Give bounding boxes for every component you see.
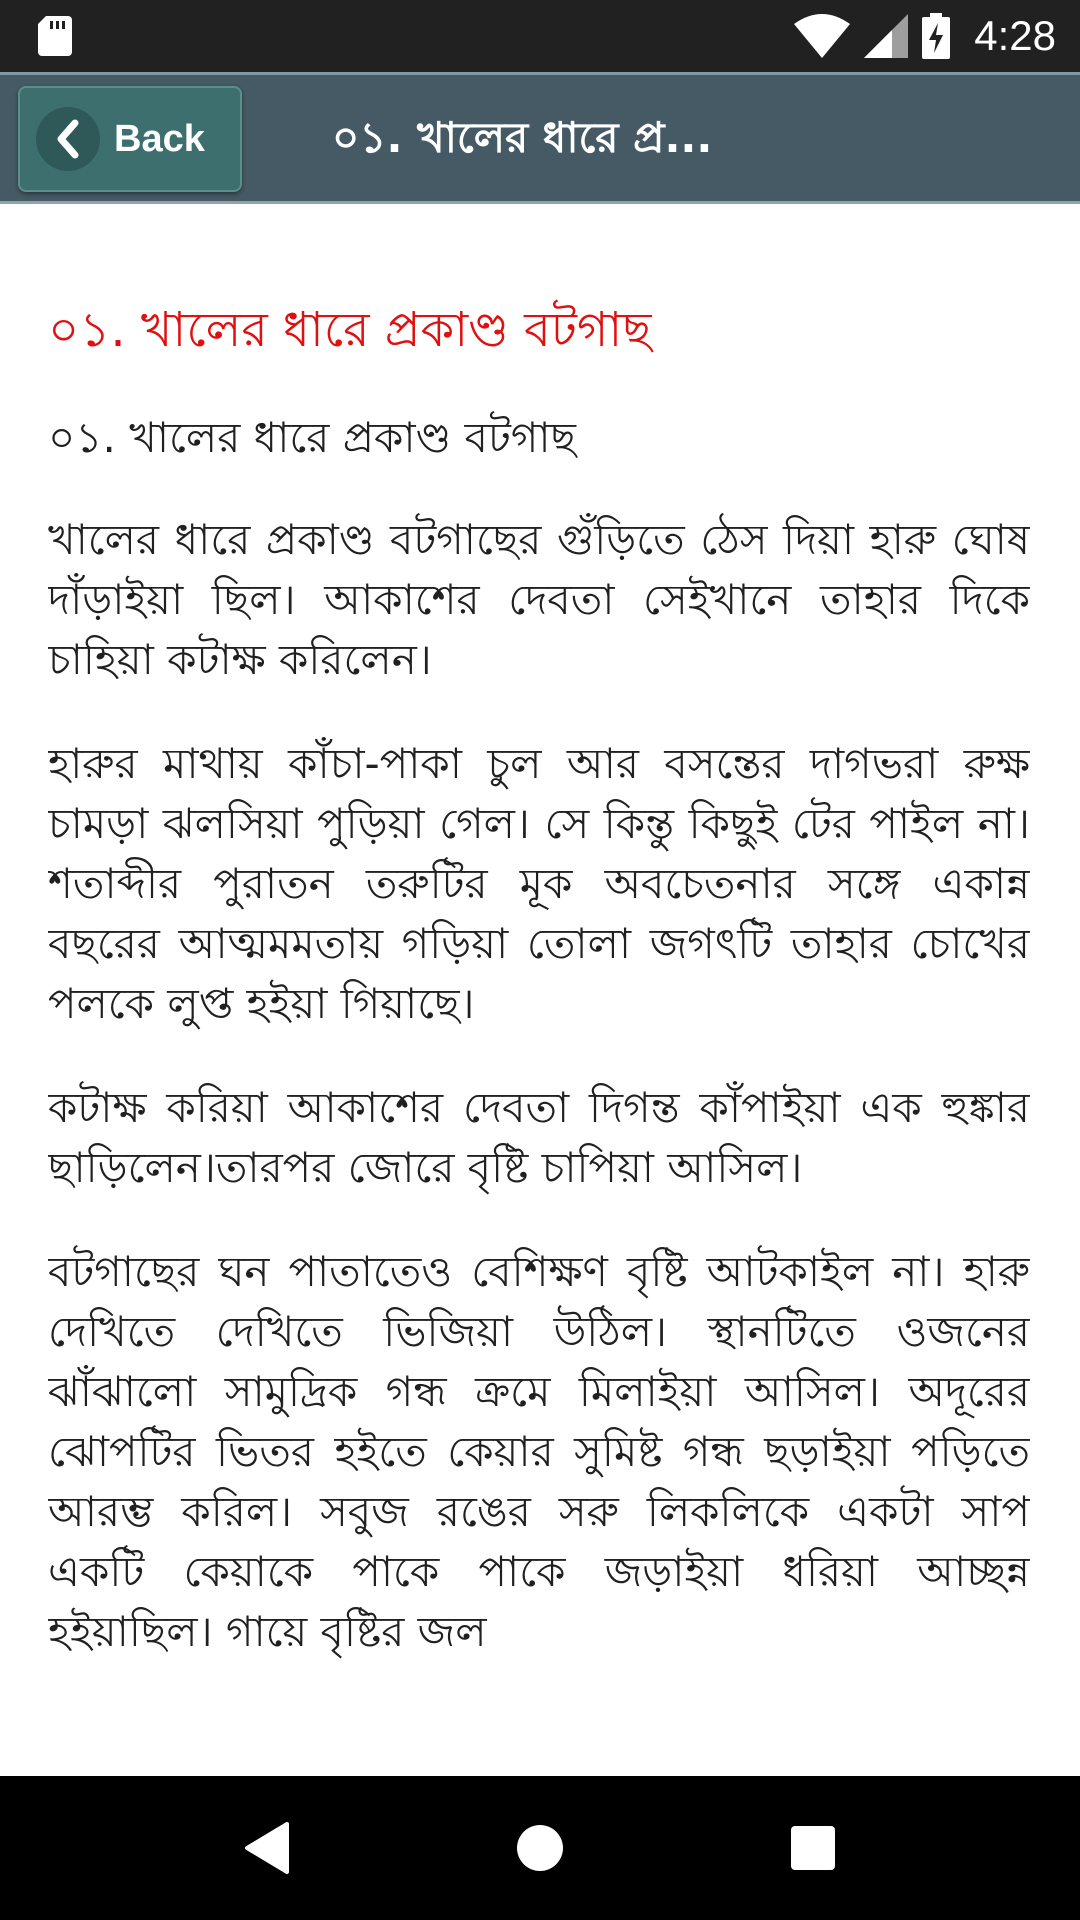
nav-recents-button[interactable]: [773, 1808, 853, 1888]
sd-card-icon: [38, 16, 72, 56]
wifi-icon: [794, 14, 850, 58]
article-paragraph: বটগাছের ঘন পাতাতেও বেশিক্ষণ বৃষ্টি আটকাইল না। হারু দেখিতে দেখিতে ভিজিয়া উঠিল। স্থানটিতে ওজনের ঝাঁঝালো সামুদ্রিক গন্ধ ক্রমে মিলাইয়া আসিল। অদূরের ঝোপটির ভিতর হইতে কেয়ার সুমিষ্ট গন্ধ ছড়াইয়া পড়িতে আরম্ভ করিল। সবুজ রঙের সরু লিকলিকে একটা সাপ একটি কেয়াকে পাকে পাকে জড়াইয়া ধরিয়া আচ্ছন্ন হইয়াছিল। গায়ে বৃষ্টির জল: [48, 1247, 1030, 1656]
article-subheading: ০১. খালের ধারে প্রকাণ্ড বটগাছ: [48, 413, 576, 462]
back-triangle-icon: [243, 1821, 291, 1875]
article-content[interactable]: [48, 204, 1030, 1776]
back-button[interactable]: [18, 86, 242, 192]
nav-back-button[interactable]: [227, 1808, 307, 1888]
navigation-bar: [0, 1776, 1080, 1920]
app-bar: [0, 72, 1080, 204]
nav-home-button[interactable]: [500, 1808, 580, 1888]
status-icons: [794, 0, 1056, 72]
back-button-label: Back: [114, 117, 205, 160]
article-paragraph: কটাক্ষ করিয়া আকাশের দেবতা দিগন্ত কাঁপাইয়া এক হুঙ্কার ছাড়িলেন।তারপর জোরে বৃষ্টি চাপিয়া আসিল।: [48, 1083, 1030, 1192]
status-time: 4:28: [974, 12, 1056, 59]
article-paragraph: খালের ধারে প্রকাণ্ড বটগাছের গুঁড়িতে ঠেস দিয়া হারু ঘোষ দাঁড়াইয়া ছিল। আকাশের দেবতা সেইখানে তাহার দিকে চাহিয়া কটাক্ষ করিলেন।: [48, 515, 1030, 684]
battery-charging-icon: [922, 13, 950, 59]
signal-icon: [864, 14, 908, 58]
home-circle-icon: [515, 1823, 565, 1873]
status-bar: [0, 0, 1080, 72]
article-paragraph: হারুর মাথায় কাঁচা-পাকা চুল আর বসন্তের দাগভরা রুক্ষ চামড়া ঝলসিয়া পুড়িয়া গেল। সে কিন্তু কিছুই টের পাইল না। শতাব্দীর পুরাতন তরুটির মূক অবচেতনার সঙ্গে একান্ন বছরের আত্মমমতায় গড়িয়া তোলা জগৎটি তাহার চোখের পলকে লুপ্ত হইয়া গিয়াছে।: [48, 739, 1030, 1028]
article-heading: ০১. খালের ধারে প্রকাণ্ড বটগাছ: [48, 302, 652, 358]
app-bar-title: ০১. খালের ধারে প্র...: [332, 113, 713, 162]
chevron-left-icon: [36, 107, 100, 171]
recents-square-icon: [790, 1825, 836, 1871]
